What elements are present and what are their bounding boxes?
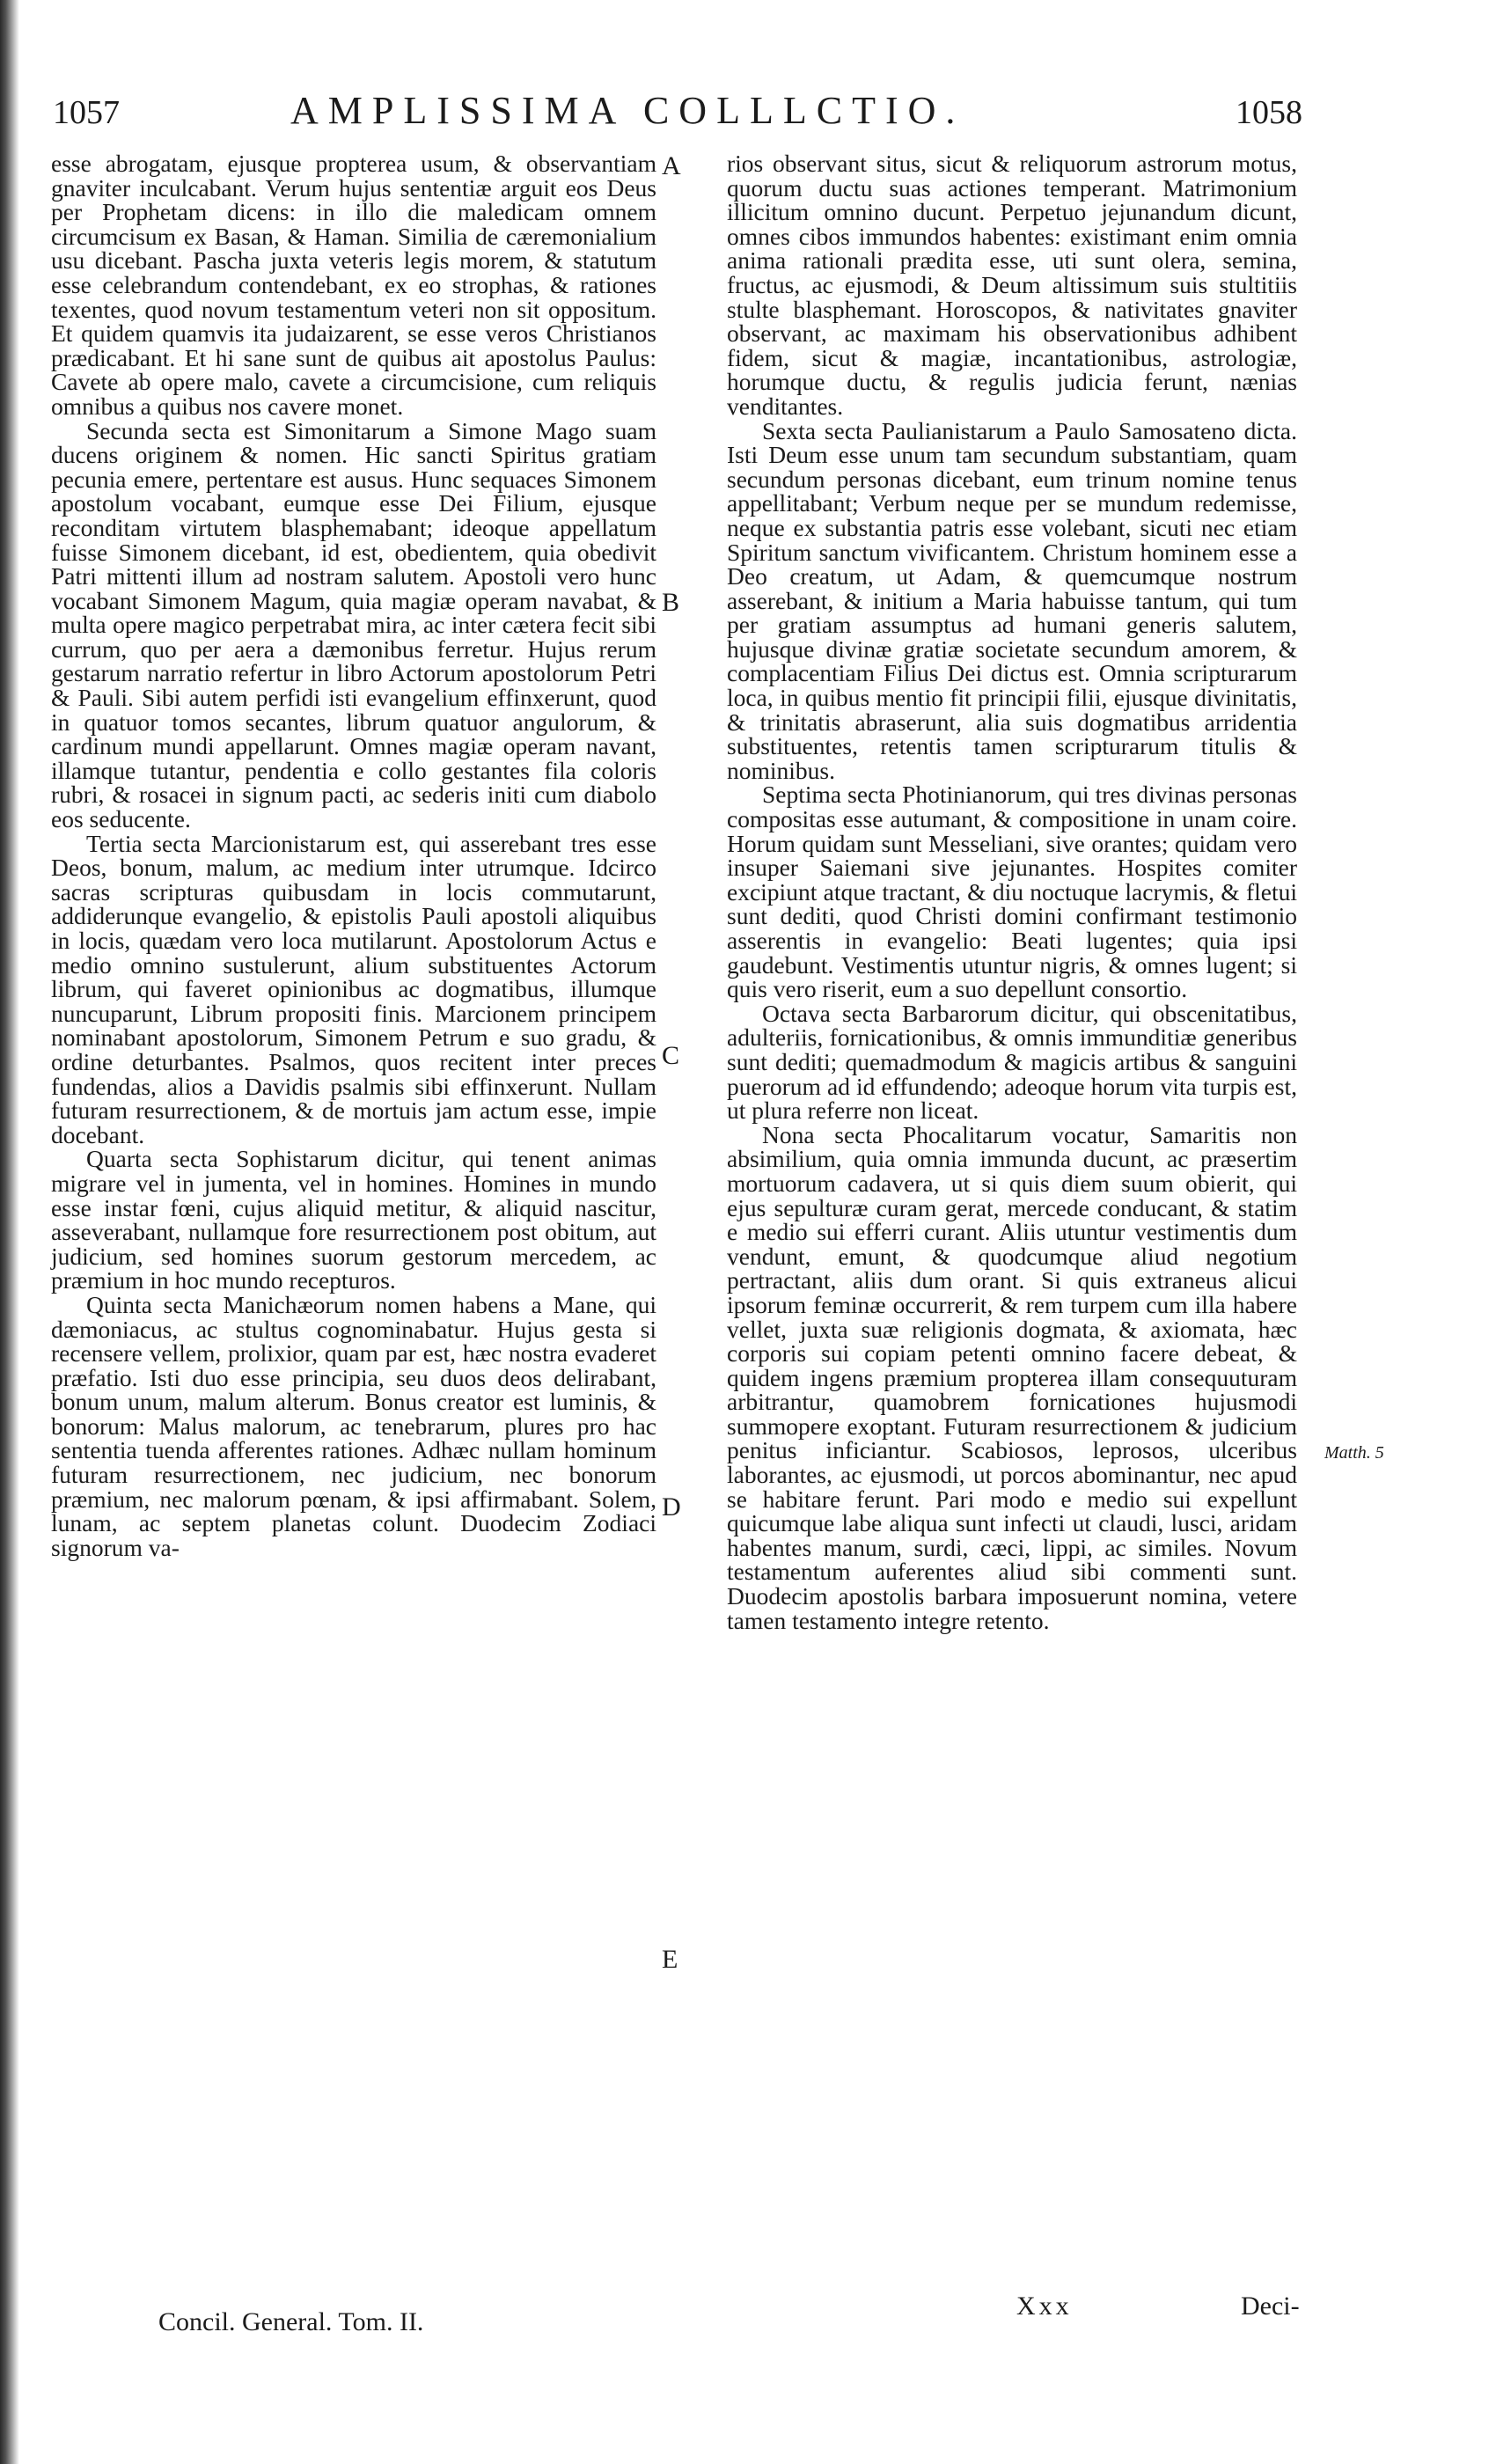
paragraph: Octava secta Barbarorum dicitur, qui obscenitatibus, adulteriis, fornicationibus, & omnis immunditiæ generibus sunt dediti; quemadmodum & magicis artibus & sanguini puerorum ad id effundendo; adeoque horum vita turpis est, ut plura referre non liceat. (727, 999, 1297, 1125)
paragraph: rios observant situs, sicut & reliquorum astrorum motus, quorum ductu suas actiones temperant. Matrimonium illicitum omnino ducunt. Perpetuo jejunandum dicunt, omnes cibos immundos habentes: existimant enim omnia anima rationali prædita esse, uti sunt olera, semina, fructus, ac ejusmodi, & Deum altissimum suis stultitiis stulte blasphemant. Horoscopos, & nativitates gnaviter observant, ac maximam his observationibus adhibent fidem, sicut & magiæ, incantationibus, astrologiæ, horumque ductu, & regulis judicia ferunt, nænias venditantes. (727, 150, 1297, 420)
page-header (53, 88, 1302, 141)
paragraph: Quarta secta Sophistarum dicitur, qui tenent animas migrare vel in jumenta, vel in homines. Homines in mundo esse instar fœni, cujus aliquid metitur, & aliquid nascitur, asseverabant, nullamque fore resurrectionem post obitum, aut judicium, sed homines suorum gestorum mercedem, ac præmium in hoc mundo recepturos. (51, 1145, 656, 1294)
signature-mark: Xxx (1016, 2292, 1073, 2321)
paragraph: Secunda secta est Simonitarum a Simone Mago suam ducens originem & nomen. Hic sancti Spiritus gratiam pecunia emere, pertentare est ausus. Hunc sequaces Simonem apostolum vocabant, eumque esse Dei Filium, ejusque reconditam virtutem blasphemabant; ideoque appellatum fuisse Simonem dicebant, id est, obedientem, quia obedivit Patri mittenti illum ad nostram salutem. Apostoli vero hunc vocabant Simonem Magum, quia magiæ operam navabat, & multa opere magico perpetrabat mira, ac inter cætera fecit sibi currum, quo per aera a dæmonibus ferretur. Hujus rerum gestarum narratio refertur in libro Actorum apostolorum Petri & Pauli. Sibi autem perfidi isti evangelium effinxerunt, quod in quatuor tomos secantes, librum quatuor angulorum, & cardinum mundi appellarunt. Omnes magiæ operam navant, illamque tutantur, pendentia e collo gestantes fila coloris rubri, & rosacei in signum pacti, ac sederis initi cum diabolo eos seducente. (51, 416, 656, 833)
margin-note: Matth. 5 (1324, 1443, 1384, 1463)
binding-gutter-shadow (0, 0, 19, 2464)
section-letter-e: E (662, 1945, 678, 1974)
paragraph: esse abrogatam, ejusque propterea usum, & observantiam gnaviter inculcabant. Verum hujus sententiæ arguit eos Deus per Prophetam dicens: in illo die maledicam omnem circumcisum ex Basan, & Haman. Similia de cæremonialium usu dicebant. Pascha juxta veteris legis morem, & statutum esse celebrandum contendebant, ex eo strophas, & rationes texentes, quod novum testamentum veteri non sit oppositum. Et quidem quamvis ita judaizarent, se esse veros Christianos prædicabant. Et hi sane sunt de quibus ait apostolus Paulus: Cavete ab opere malo, cavete a circumcisione, cum reliquis omnibus a quibus nos cavere monet. (51, 150, 656, 420)
paragraph: Septima secta Photinianorum, qui tres divinas personas compositas esse autumant, & compositione in unam coire. Horum quidam sunt Messeliani, sive orantes; quidam vero insuper Saiemani sive jejunantes. Hospites comiter excipiunt atque tractant, & diu noctuque lacrymis, & fletui sunt dediti, quod Christi domini confirmant testimonio asserentis in evangelio: Beati lugentes; quia ipsi gaudebunt. Vestimentis utuntur nigris, & omnes lugent; si quis vero riserit, eum a suo depellunt consortio. (727, 781, 1297, 1003)
paragraph: Tertia secta Marcionistarum est, qui asserebant tres esse Deos, bonum, malum, ac medium inter utrumque. Idcirco sacras scripturas quibusdam in locis commutarunt, addiderunque evangelio, & epistolis Pauli apostoli aliquibus in locis, quædam vero loca mutilarunt. Apostolorum Actus e medio omnino sustulerunt, alium substituentes Actorum librum, qui faveret opinionibus ac dogmatibus, illumque nuncuparunt, Librum propositi finis. Marcionem principem nominabant apostolorum, Simonem Petrum e suo gradu, & ordine deturbantes. Psalmos, quos recitent inter preces fundendas, alios a Davidis psalmis sibi effinxerunt. Nullam futuram resurrectionem, & de mortuis jam actum esse, impie docebant. (51, 829, 656, 1148)
left-page-number: 1057 (53, 94, 120, 131)
page-footer (158, 2292, 1300, 2351)
paragraph: Nona secta Phocalitarum vocatur, Samaritis non absimilium, quia omnia immunda ducunt, ac præsertim mortuorum cadavera, ut si quis diem suum obierit, qui ejus sepulturæ curam gerat, mercede conducant, & statim e medio sui efferri curant. Aliis utuntur vestimentis dum vendunt, emunt, & quodcumque aliud negotium pertractant, aliis dum orant. Si quis extraneus alicui ipsorum feminæ occurrerit, & rem turpem cum illa habere vellet, juxta suæ religionis dogmata, & axiomata, hæc corporis sui copiam petenti omnino facere debeat, & quidem ingens præmium propterea illam consequuturam arbitrantur, quamobrem fornicationes hujusmodi summopere exoptant. Futuram resurrectionem & judicium penitus inficiantur. Scabiosos, leprosos, ulceribus laborantes, ac ejusmodi, ut porcos abominantur, nec apud se habitare ferunt. Pari modo e medio sui expellunt quicumque labe aliqua sunt infecti ut claudi, lusci, aridam habentes manum, surdi, cæci, lippi, ac similes. Novum testamentum auferentes aliud sibi commenti sunt. Duodecim apostolis barbara imposuerunt nomina, vetere tamen testamento integre retento. (727, 1120, 1297, 1634)
right-page-number: 1058 (1236, 94, 1302, 131)
section-letter-b: B (662, 588, 680, 617)
left-column (51, 151, 656, 1559)
right-column (727, 151, 1297, 1632)
paragraph: Sexta secta Paulianistarum a Paulo Samosateno dicta. Isti Deum esse unum tam secundum substantiam, quam secundum personas dicebant, eum trinum nomine tenus appellitabant; Verbum neque per se mundum redemisse, neque ex substantia patris esse volebant, sicuti nec etiam Spiritum sanctum vivificantem. Christum hominem esse a Deo creatum, ut Adam, & quemcumque nostrum asserebant, & initium a Maria habuisse tantum, qui tum per gratiam assumptus ad humani generis salutem, hujusque divinæ gratiæ societate secundum amorem, & complacentiam Filius Dei dictus est. Omnia scripturarum loca, in quibus mentio fit principii filii, ejusque divinitatis, & trinitatis abraserunt, alia suis dogmatibus arridentia substituentes, retentis tamen scripturarum titulis & nominibus. (727, 416, 1297, 784)
section-letter-a: A (662, 151, 681, 180)
section-letter-c: C (662, 1041, 680, 1070)
section-letter-d: D (662, 1492, 681, 1522)
running-title: AMPLISSIMA COLLLCTIO. (290, 89, 965, 132)
footer-source: Concil. General. Tom. II. (158, 2307, 424, 2336)
paragraph: Quinta secta Manichæorum nomen habens a Mane, qui dæmoniacus, ac stultus cognominabatur. Hujus gesta si recensere vellem, prolixior, quam par est, hæc nostra evaderet præfatio. Isti duo esse principia, seu duos deos delirabant, bonum unum, malum alterum. Bonus creator est luminis, & bonorum: Malus malorum, ac tenebrarum, plures pro hac sententia tuenda afferentes rationes. Adhæc nullam hominum futuram resurrectionem, nec judicium, nec bonorum præmium, nec malorum pœnam, & ipsi affirmabant. Solem, lunam, ac septem planetas colunt. Duodecim Zodiaci signorum va- (51, 1290, 656, 1561)
catchword: Deci- (1241, 2292, 1300, 2321)
